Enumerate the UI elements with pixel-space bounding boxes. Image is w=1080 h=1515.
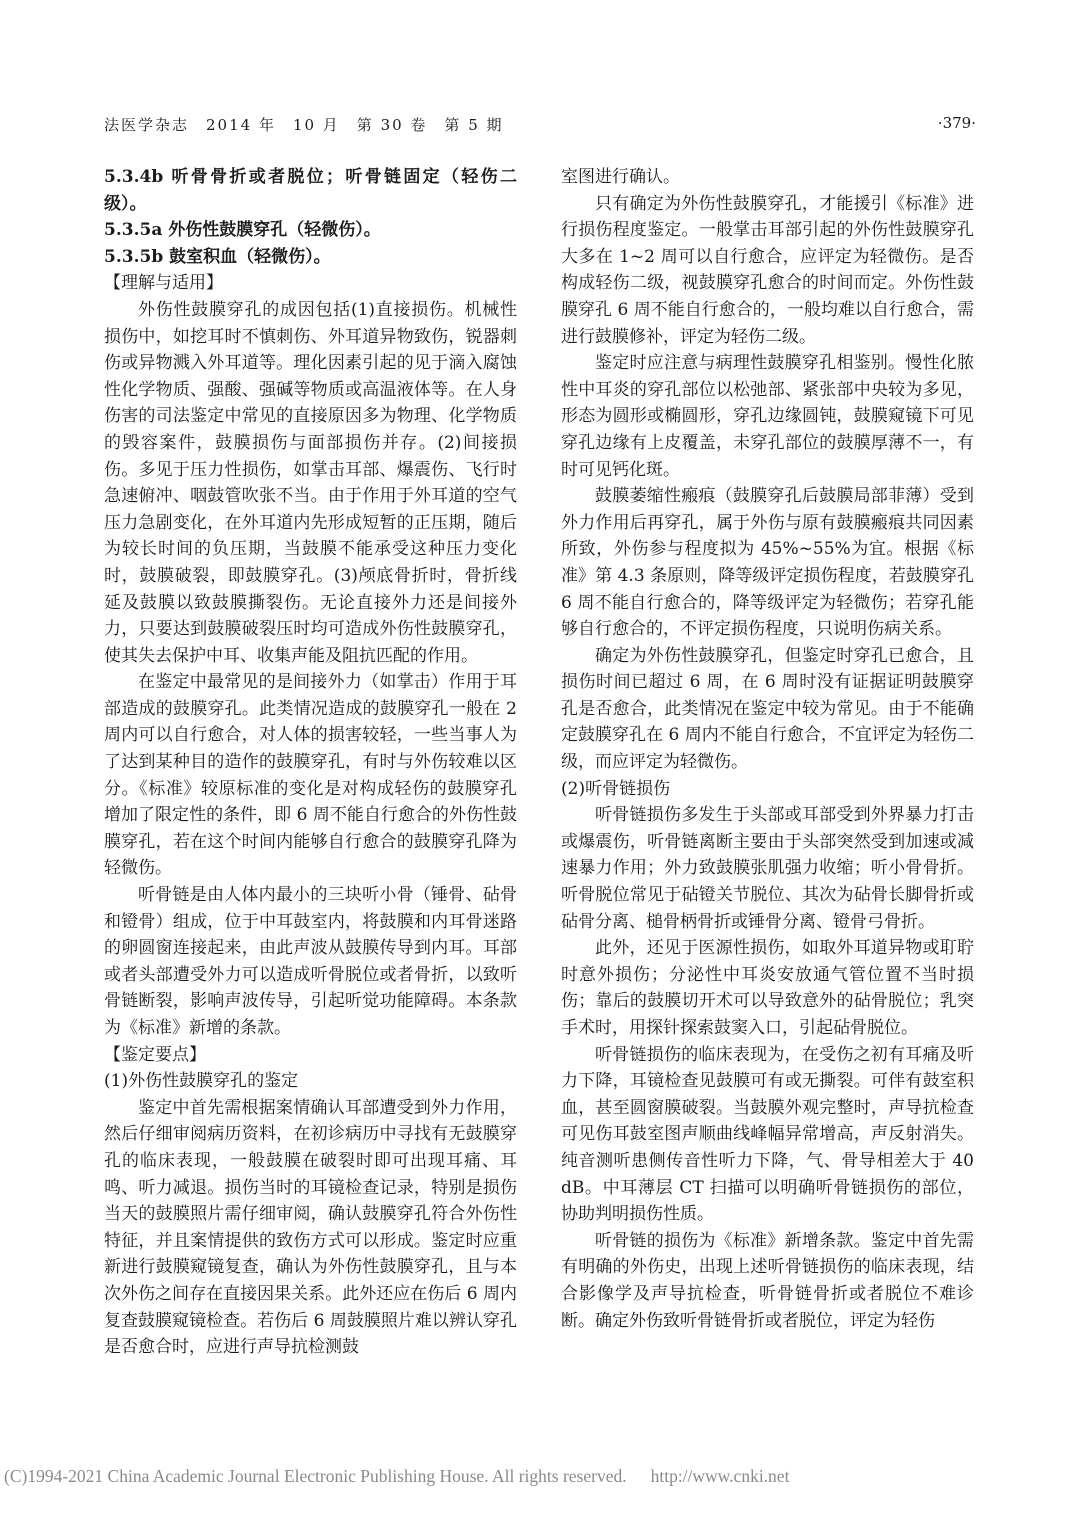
footer-url: http://www.cnki.net — [650, 1466, 790, 1486]
subsection-heading: 【鉴定要点】 — [104, 1044, 206, 1065]
section-heading: 5.3.5a 外伤性鼓膜穿孔（轻微伤）。 — [104, 220, 381, 241]
subsection-heading: 【理解与适用】 — [104, 273, 223, 294]
section-heading: 5.3.5b 鼓室积血（轻微伤）。 — [104, 246, 331, 267]
running-header — [104, 114, 976, 138]
body-paragraph: 鉴定中首先需根据案情确认耳部遭受到外力作用，然后仔细审阅病历资料，在初诊病历中寻找有无鼓膜穿孔的临床表现，一般鼓膜在破裂时即可出现耳痛、耳鸣、听力减退。损伤当时的耳镜检查记录，特别是损伤当天的鼓膜照片需仔细审阅，确认鼓膜穿孔符合外伤性特征，并且案情提供的致伤方式可以形成。鉴定时应重新进行鼓膜窥镜复查，确认为外伤性鼓膜穿孔，且与本次外伤之间存在直接因果关系。此外还应在伤后 6 周内复查鼓膜窥镜检查。若伤后 6 周鼓膜照片难以辨认穿孔是否愈合时，应进行声导抗检测鼓 — [104, 1097, 517, 1358]
body-paragraph: 外伤性鼓膜穿孔的成因包括(1)直接损伤。机械性损伤中，如挖耳时不慎刺伤、外耳道异物致伤，锐器刺伤或异物溅入外耳道等。理化因素引起的见于滴入腐蚀性化学物质、强酸、强碱等物质或高温液体等。在人身伤害的司法鉴定中常见的直接原因多为物理、化学物质的毁容案件，鼓膜损伤与面部损伤并存。(2)间接损伤。多见于压力性损伤，如掌击耳部、爆震伤、飞行时急速俯冲、咽鼓管吹张不当。由于作用于外耳道的空气压力急剧变化，在外耳道内先形成短暂的正压期，随后为较长时间的负压期，当鼓膜不能承受这种压力变化时，鼓膜破裂，即鼓膜穿孔。(3)颅底骨折时，骨折线延及鼓膜以致鼓膜撕裂伤。无论直接外力还是间接外力，只要达到鼓膜破裂压时均可造成外伤性鼓膜穿孔，使其失去保护中耳、收集声能及阻抗匹配的作用。 — [104, 299, 517, 666]
body-paragraph: 鉴定时应注意与病理性鼓膜穿孔相鉴别。慢性化脓性中耳炎的穿孔部位以松弛部、紧张部中央较为多见，形态为圆形或椭圆形，穿孔边缘圆钝，鼓膜窥镜下可见穿孔边缘有上皮覆盖，未穿孔部位的鼓膜厚薄不一，有时可见钙化斑。 — [561, 353, 974, 480]
numbered-heading: (2)听骨链损伤 — [561, 778, 671, 799]
body-paragraph: 在鉴定中最常见的是间接外力（如掌击）作用于耳部造成的鼓膜穿孔。此类情况造成的鼓膜穿孔一般在 2 周内可以自行愈合，对人体的损害较轻，一些当事人为了达到某种目的造作的鼓膜穿孔，有时与外伤较难以区分。《标准》较原标准的变化是对构成轻伤的鼓膜穿孔增加了限定性的条件，即 6 周不能自行愈合的外伤性鼓膜穿孔，若在这个时间内能够自行愈合的鼓膜穿孔降为轻微伤。 — [104, 672, 517, 879]
body-paragraph: 听骨链的损伤为《标准》新增条款。鉴定中首先需有明确的外伤史，出现上述听骨链损伤的临床表现，结合影像学及声导抗检查，听骨链骨折或者脱位不难诊断。确定外伤致听骨链骨折或者脱位，评定为轻伤 — [561, 1230, 974, 1331]
continued-text: 室图进行确认。 — [561, 167, 680, 187]
section-heading: 5.3.4b 听骨骨折或者脱位；听骨链固定（轻伤二级）。 — [104, 167, 517, 214]
body-paragraph: 听骨链是由人体内最小的三块听小骨（锤骨、砧骨和镫骨）组成，位于中耳鼓室内，将鼓膜和内耳骨迷路的卵圆窗连接起来，由此声波从鼓膜传导到内耳。耳部或者头部遭受外力可以造成听骨脱位或者骨折，以致听骨链断裂，影响声波传导，引起听觉功能障碍。本条款为《标准》新增的条款。 — [104, 885, 517, 1038]
page-number: ·379· — [937, 114, 976, 132]
body-paragraph: 此外，还见于医源性损伤，如取外耳道异物或耵聍时意外损伤；分泌性中耳炎安放通气管位置不当时损伤；靠后的鼓膜切开术可以导致意外的砧骨脱位；乳突手术时，用探针探索鼓窦入口，引起砧骨脱位。 — [561, 938, 974, 1038]
right-column — [561, 164, 974, 1334]
numbered-heading: (1)外伤性鼓膜穿孔的鉴定 — [104, 1071, 299, 1092]
left-column — [104, 164, 517, 1361]
body-paragraph: 听骨链损伤的临床表现为，在受伤之初有耳痛及听力下降，耳镜检查见鼓膜可有或无撕裂。可伴有鼓室积血，甚至圆窗膜破裂。当鼓膜外观完整时，声导抗检查可见伤耳鼓室图声顺曲线峰幅异常增高，声反射消失。纯音测听患侧传音性听力下降，气、骨导相差大于 40 dB。中耳薄层 CT 扫描可以明确听骨链损伤的部位，协助判明损伤性质。 — [561, 1044, 974, 1225]
copyright-text: (C)1994-2021 China Academic Journal Electronic Publishing House. All rights reserved. — [4, 1466, 627, 1486]
body-paragraph: 鼓膜萎缩性瘢痕（鼓膜穿孔后鼓膜局部菲薄）受到外力作用后再穿孔，属于外伤与原有鼓膜瘢痕共同因素所致，外伤参与程度拟为 45%~55%为宜。根据《标准》第 4.3 条原则，降等级评定损伤程度，若鼓膜穿孔 6 周不能自行愈合的，降等级评定为轻微伤；若穿孔能够自行愈合的，不评定损伤程度，只说明伤病关系。 — [561, 486, 974, 640]
body-paragraph: 确定为外伤性鼓膜穿孔，但鉴定时穿孔已愈合，且损伤时间已超过 6 周，在 6 周时没有证据证明鼓膜穿孔是否愈合，此类情况在鉴定中较为常见。由于不能确定鼓膜穿孔在 6 周内不能自行愈合，不宜评定为轻伤二级，而应评定为轻微伤。 — [561, 645, 974, 773]
body-paragraph: 只有确定为外伤性鼓膜穿孔，才能援引《标准》进行损伤程度鉴定。一般掌击耳部引起的外伤性鼓膜穿孔大多在 1~2 周可以自行愈合，应评定为轻微伤。是否构成轻伤二级，视鼓膜穿孔愈合的时间而定。外伤性鼓膜穿孔 6 周不能自行愈合的，一般均难以自行愈合，需进行鼓膜修补，评定为轻伤二级。 — [561, 193, 974, 347]
journal-citation: 法医学杂志 2014 年 10 月 第 30 卷 第 5 期 — [104, 116, 504, 134]
body-paragraph: 听骨链损伤多发生于头部或耳部受到外界暴力打击或爆震伤，听骨链离断主要由于头部突然受到加速或减速暴力作用；外力致鼓膜张肌强力收缩；听小骨骨折。听骨脱位常见于砧镫关节脱位、其次为砧骨长脚骨折或砧骨分离、槌骨柄骨折或锤骨分离、镫骨弓骨折。 — [561, 805, 974, 932]
copyright-footer — [4, 1466, 1074, 1487]
